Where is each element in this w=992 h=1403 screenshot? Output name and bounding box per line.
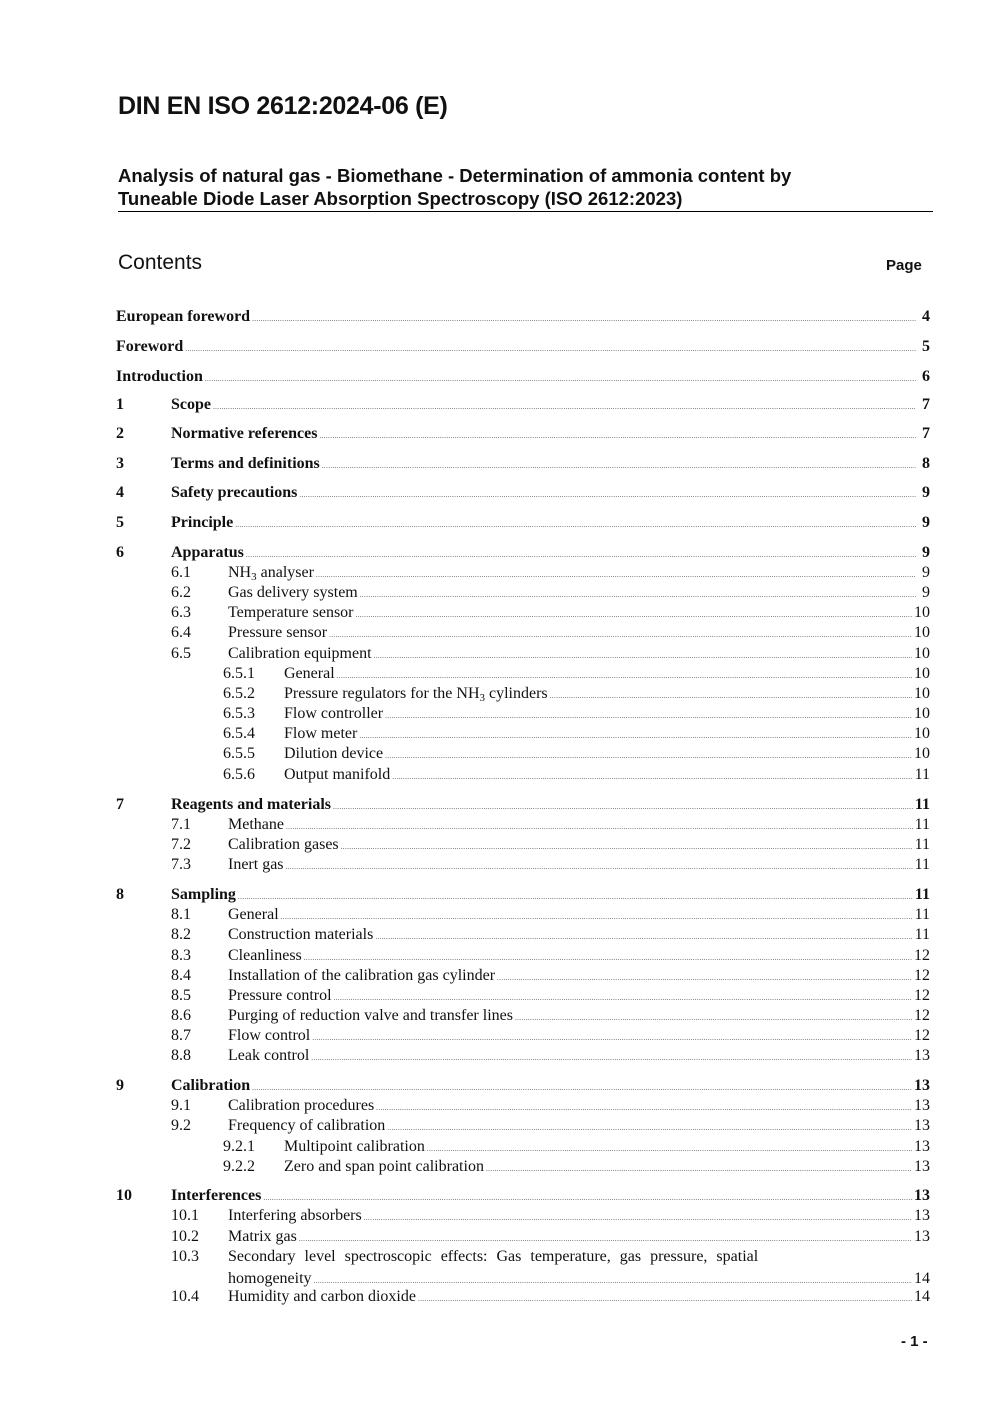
toc-page: 10	[914, 685, 930, 702]
toc-page: 13	[914, 1187, 930, 1204]
contents-heading: Contents	[118, 251, 203, 274]
toc-page: 11	[914, 926, 930, 943]
toc-title: European foreword	[116, 308, 251, 325]
toc-leader	[329, 625, 912, 645]
toc-entry[interactable]	[116, 986, 930, 1006]
toc-number: 6.3	[171, 604, 191, 621]
toc-number: 9	[116, 1077, 124, 1094]
toc-number: 1	[116, 396, 124, 413]
toc-leader	[333, 797, 913, 817]
toc-number: 10.3	[171, 1248, 199, 1265]
toc-title: Pressure control	[228, 987, 332, 1004]
toc-number: 8.4	[171, 967, 191, 984]
toc-entry[interactable]	[116, 744, 930, 764]
document-id: DIN EN ISO 2612:2024-06 (E)	[118, 92, 448, 120]
toc-leader	[205, 369, 916, 389]
toc-leader	[252, 1078, 912, 1098]
toc-title: Pressure regulators for the $NH_3$ cylinders	[284, 685, 548, 704]
toc-leader	[427, 1139, 912, 1159]
toc-title: Output manifold	[284, 766, 391, 783]
toc-title: Inert gas	[228, 856, 284, 873]
toc-page: 11	[914, 816, 930, 833]
toc-page: 12	[914, 987, 930, 1004]
toc-page: 7	[922, 425, 930, 442]
toc-page: 13	[914, 1047, 930, 1064]
toc-page: 10	[914, 725, 930, 742]
toc-leader	[515, 1008, 912, 1028]
toc-title: Principle	[171, 514, 234, 531]
toc-number: 9.1	[171, 1097, 191, 1114]
toc-title: Interfering absorbers	[228, 1207, 362, 1224]
toc-title: Dilution device	[284, 745, 384, 762]
toc-title: Matrix gas	[228, 1228, 297, 1245]
toc-number: 6.1	[171, 564, 191, 581]
toc-page: 9	[922, 544, 930, 561]
toc-title: Apparatus	[171, 544, 244, 561]
toc-number: 8.8	[171, 1047, 191, 1064]
toc-page: 5	[922, 338, 930, 355]
toc-title: Interferences	[171, 1187, 262, 1204]
toc-entry[interactable]	[116, 664, 930, 684]
toc-number: 6.4	[171, 624, 191, 641]
toc-entry[interactable]	[116, 603, 930, 623]
toc-number: 10.1	[171, 1207, 199, 1224]
toc-title: Calibration	[171, 1077, 251, 1094]
toc-page: 14	[914, 1270, 930, 1287]
toc-page: 11	[914, 766, 930, 783]
toc-number: 6.5.2	[223, 685, 255, 702]
page-column-heading: Page	[886, 257, 922, 274]
toc-title: Calibration procedures	[228, 1097, 375, 1114]
toc-page: 7	[922, 396, 930, 413]
toc-leader	[341, 837, 913, 857]
toc-entry[interactable]	[116, 1287, 930, 1307]
toc-number: 6.5	[171, 645, 191, 662]
toc-entry[interactable]	[116, 1247, 930, 1289]
toc-title: Introduction	[116, 368, 203, 385]
toc-title: $NH_3$ analyser	[228, 564, 314, 583]
toc-number: 8.2	[171, 926, 191, 943]
toc-leader	[550, 686, 912, 706]
toc-entry[interactable]	[116, 307, 930, 327]
toc-entry[interactable]	[116, 835, 930, 855]
toc-number: 6.5.6	[223, 766, 255, 783]
toc-title: Safety precautions	[171, 484, 298, 501]
toc-entry[interactable]	[116, 905, 930, 925]
toc-leader	[286, 817, 913, 837]
toc-page: 9	[922, 584, 930, 601]
toc-entry[interactable]	[116, 1116, 930, 1136]
toc-page: 4	[922, 308, 930, 325]
toc-leader	[334, 988, 912, 1008]
toc-leader	[497, 968, 912, 988]
toc-number: 8.3	[171, 947, 191, 964]
toc-entry[interactable]	[116, 424, 930, 444]
toc-title: Multipoint calibration	[284, 1138, 425, 1155]
toc-title: Calibration equipment	[228, 645, 372, 662]
toc-title: Methane	[228, 816, 284, 833]
toc-entry[interactable]	[116, 543, 930, 563]
toc-leader	[319, 426, 916, 446]
toc-entry[interactable]	[116, 925, 930, 945]
toc-page: 11	[914, 836, 930, 853]
toc-entry[interactable]	[116, 337, 930, 357]
toc-entry[interactable]	[116, 454, 930, 474]
toc-leader	[392, 767, 912, 787]
toc-number: 10	[116, 1187, 132, 1204]
toc-page: 12	[914, 1007, 930, 1024]
toc-entry[interactable]	[116, 684, 930, 704]
document-title-line-1: Analysis of natural gas - Biomethane - Determination of ammonia content by	[118, 165, 792, 186]
toc-page: 10	[914, 624, 930, 641]
toc-leader	[376, 1098, 912, 1118]
toc-entry[interactable]	[116, 815, 930, 835]
toc-number: 3	[116, 455, 124, 472]
toc-page: 12	[914, 947, 930, 964]
toc-page: 10	[914, 705, 930, 722]
toc-number: 7.3	[171, 856, 191, 873]
toc-leader	[337, 666, 912, 686]
toc-number: 10.2	[171, 1228, 199, 1245]
toc-page: 11	[914, 906, 930, 923]
toc-leader	[238, 887, 913, 907]
toc-leader	[385, 746, 912, 766]
toc-page: 13	[914, 1117, 930, 1134]
toc-entry[interactable]	[116, 966, 930, 986]
toc-title: Flow control	[228, 1027, 311, 1044]
toc-page: 11	[914, 856, 930, 873]
toc-number: 4	[116, 484, 124, 501]
toc-number: 8.6	[171, 1007, 191, 1024]
toc-leader	[375, 927, 912, 947]
toc-entry[interactable]	[116, 483, 930, 503]
toc-title: Installation of the calibration gas cylinder	[228, 967, 496, 984]
toc-entry[interactable]	[116, 1096, 930, 1116]
toc-leader	[387, 1118, 912, 1138]
toc-leader	[359, 726, 912, 746]
toc-title: General	[228, 906, 279, 923]
toc-leader	[263, 1188, 912, 1208]
toc-leader	[356, 605, 913, 625]
toc-page: 9	[922, 484, 930, 501]
toc-leader	[316, 565, 916, 585]
toc-number: 7.1	[171, 816, 191, 833]
toc-number: 9.2.1	[223, 1138, 255, 1155]
toc-number: 8.5	[171, 987, 191, 1004]
toc-entry[interactable]	[116, 583, 930, 603]
toc-leader	[286, 857, 913, 877]
toc-title: Reagents and materials	[171, 796, 331, 813]
toc-leader	[311, 1048, 912, 1068]
toc-number: 6.5.1	[223, 665, 255, 682]
toc-title: Flow meter	[284, 725, 358, 742]
toc-entry[interactable]	[116, 885, 930, 905]
toc-entry[interactable]	[116, 513, 930, 533]
toc-title: Frequency of calibration	[228, 1117, 386, 1134]
toc-page: 13	[914, 1158, 930, 1175]
toc-leader	[299, 1229, 912, 1249]
toc-entry[interactable]	[116, 395, 930, 415]
toc-title-line-1: Secondary level spectroscopic effects: Gas temperature, gas pressure, spatial	[228, 1248, 759, 1265]
toc-number: 8	[116, 886, 124, 903]
toc-entry[interactable]	[116, 367, 930, 387]
toc-number: 6.5.3	[223, 705, 255, 722]
toc-entry[interactable]	[116, 1137, 930, 1157]
toc-leader	[235, 515, 916, 535]
toc-entry[interactable]	[116, 1227, 930, 1247]
toc-page: 8	[922, 455, 930, 472]
toc-title: Normative references	[171, 425, 318, 442]
toc-page: 10	[914, 645, 930, 662]
toc-entry[interactable]	[116, 704, 930, 724]
toc-number: 9.2.2	[223, 1158, 255, 1175]
toc-leader	[185, 339, 916, 359]
toc-page: 9	[922, 564, 930, 581]
toc-title: Purging of reduction valve and transfer lines	[228, 1007, 513, 1024]
toc-entry[interactable]	[116, 1157, 930, 1177]
toc-title: Leak control	[228, 1047, 310, 1064]
toc-leader	[281, 907, 913, 927]
toc-title: Construction materials	[228, 926, 374, 943]
toc-title: Temperature sensor	[228, 604, 354, 621]
toc-title: Foreword	[116, 338, 184, 355]
toc-entry[interactable]	[116, 946, 930, 966]
toc-leader	[299, 485, 916, 505]
toc-page: 10	[914, 665, 930, 682]
toc-leader	[374, 646, 912, 666]
toc-title: Flow controller	[284, 705, 384, 722]
toc-entry[interactable]	[116, 644, 930, 664]
toc-entry[interactable]	[116, 1206, 930, 1226]
toc-title: Terms and definitions	[171, 455, 320, 472]
toc-leader	[304, 948, 912, 968]
toc-entry[interactable]	[116, 855, 930, 875]
toc-entry[interactable]	[116, 795, 930, 815]
toc-page: 11	[914, 886, 930, 903]
page-number: - 1 -	[901, 1333, 928, 1350]
toc-entry[interactable]	[116, 765, 930, 785]
toc-number: 8.1	[171, 906, 191, 923]
toc-title: homogeneity	[228, 1270, 312, 1287]
toc-title: Gas delivery system	[228, 584, 358, 601]
toc-page: 12	[914, 1027, 930, 1044]
toc-number: 10.4	[171, 1288, 199, 1305]
document-title-line-2: Tuneable Diode Laser Absorption Spectroscopy (ISO 2612:2023)	[118, 188, 683, 209]
toc-number: 6.5.5	[223, 745, 255, 762]
toc-title: Pressure sensor	[228, 624, 328, 641]
toc-number: 5	[116, 514, 124, 531]
toc-leader	[246, 545, 916, 565]
toc-leader	[364, 1208, 912, 1228]
toc-number: 2	[116, 425, 124, 442]
toc-leader	[360, 585, 916, 605]
toc-entry[interactable]	[116, 724, 930, 744]
toc-leader	[213, 397, 916, 417]
toc-leader	[252, 309, 916, 329]
toc-title: Sampling	[171, 886, 236, 903]
table-of-contents	[116, 0, 930, 1320]
toc-leader	[385, 706, 912, 726]
toc-page: 12	[914, 967, 930, 984]
toc-page: 13	[914, 1138, 930, 1155]
toc-leader	[322, 456, 916, 476]
toc-entry[interactable]	[116, 1046, 930, 1066]
toc-number: 9.2	[171, 1117, 191, 1134]
toc-title: Calibration gases	[228, 836, 339, 853]
toc-leader	[486, 1159, 912, 1179]
toc-page: 6	[922, 368, 930, 385]
toc-number: 6.5.4	[223, 725, 255, 742]
toc-title: General	[284, 665, 335, 682]
toc-page: 13	[914, 1207, 930, 1224]
toc-title: Scope	[171, 396, 211, 413]
toc-title: Cleanliness	[228, 947, 302, 964]
toc-entry[interactable]	[116, 1186, 930, 1206]
toc-page: 13	[914, 1228, 930, 1245]
toc-leader	[312, 1028, 912, 1048]
toc-entry[interactable]	[116, 623, 930, 643]
toc-number: 8.7	[171, 1027, 191, 1044]
toc-entry[interactable]	[116, 1026, 930, 1046]
toc-page: 10	[914, 604, 930, 621]
toc-page: 14	[914, 1288, 930, 1305]
toc-number: 7.2	[171, 836, 191, 853]
toc-page: 13	[914, 1077, 930, 1094]
toc-page: 11	[914, 796, 930, 813]
toc-title: Zero and span point calibration	[284, 1158, 484, 1175]
toc-number: 6.2	[171, 584, 191, 601]
toc-entry[interactable]	[116, 563, 930, 583]
toc-page: 9	[922, 514, 930, 531]
toc-page: 13	[914, 1097, 930, 1114]
toc-title: Humidity and carbon dioxide	[228, 1288, 416, 1305]
toc-leader	[418, 1289, 912, 1309]
toc-entry[interactable]	[116, 1006, 930, 1026]
toc-entry[interactable]	[116, 1076, 930, 1096]
toc-number: 6	[116, 544, 124, 561]
toc-number: 7	[116, 796, 124, 813]
toc-page: 10	[914, 745, 930, 762]
